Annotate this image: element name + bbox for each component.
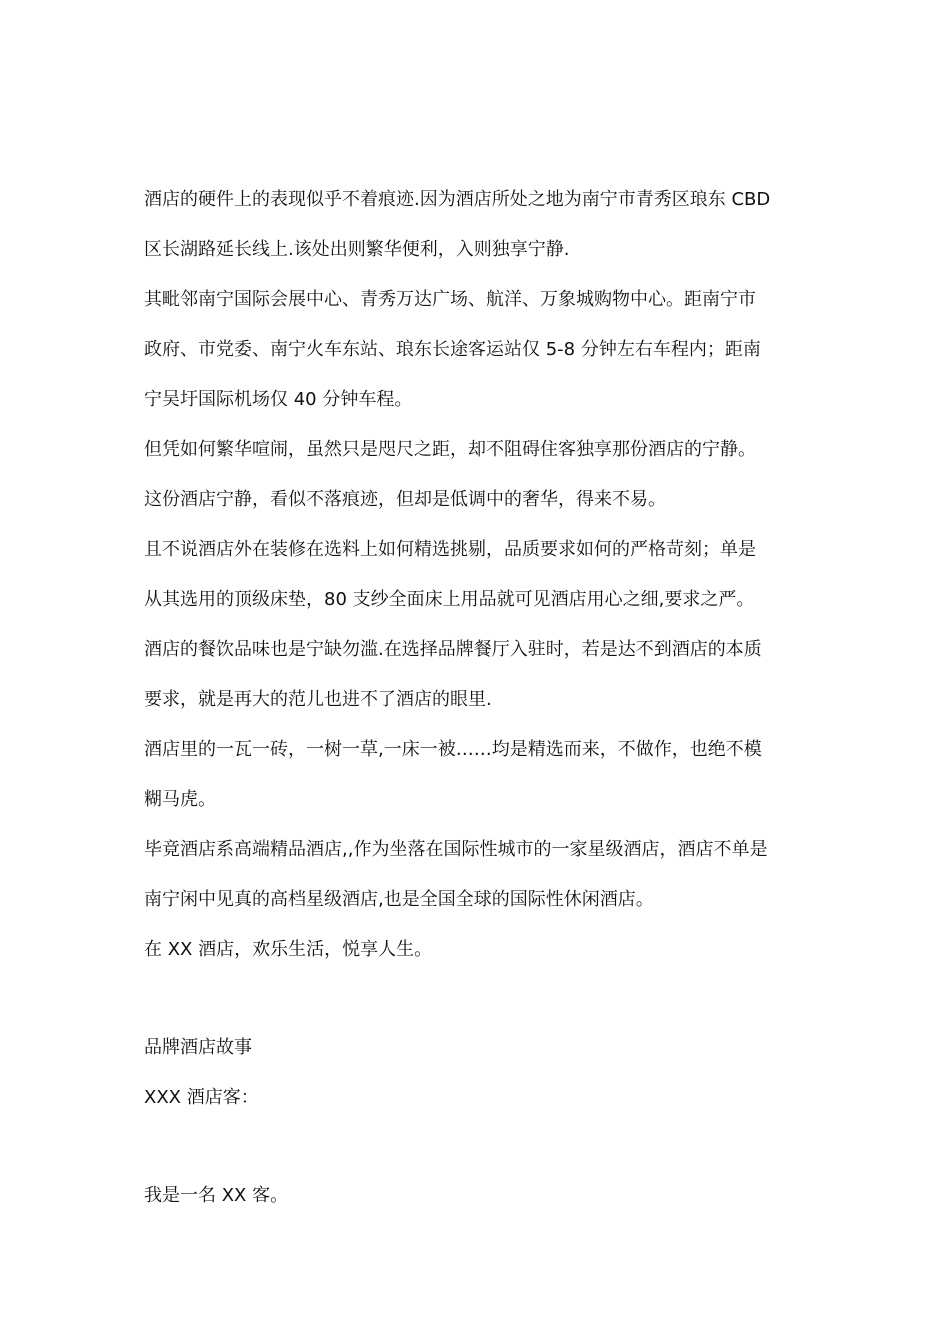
text-line: 其毗邻南宁国际会展中心、青秀万达广场、航洋、万象城购物中心。距南宁市	[144, 289, 756, 310]
story-title: 品牌酒店故事	[144, 1037, 252, 1058]
text-line: 但凭如何繁华喧闹，虽然只是咫尺之距，却不阻碍住客独享那份酒店的宁静。	[144, 439, 756, 460]
text-line: 酒店的硬件上的表现似乎不着痕迹.因为酒店所处之地为南宁市青秀区琅东 CBD	[144, 189, 771, 210]
text-line: 糊马虎。	[144, 789, 216, 810]
text-line: 政府、市党委、南宁火车东站、琅东长途客运站仅 5-8 分钟左右车程内；距南	[144, 339, 761, 360]
spacer	[144, 975, 812, 1023]
text-line: 要求，就是再大的范儿也进不了酒店的眼里.	[144, 689, 492, 710]
spacer	[144, 1123, 812, 1171]
story-opening: 我是一名 XX 客。	[144, 1185, 289, 1206]
text-line: 在 XX 酒店，欢乐生活，悦享人生。	[144, 939, 433, 960]
text-line: 毕竟酒店系高端精品酒店,,作为坐落在国际性城市的一家星级酒店，酒店不单是	[144, 839, 768, 860]
text-line: 酒店里的一瓦一砖，一树一草,一床一被……均是精选而来，不做作，也绝不模	[144, 739, 762, 760]
document-body	[144, 175, 812, 1221]
text-line: 酒店的餐饮品味也是宁缺勿滥.在选择品牌餐厅入驻时，若是达不到酒店的本质	[144, 639, 762, 660]
text-line: 且不说酒店外在装修在选料上如何精选挑剔，品质要求如何的严格苛刻；单是	[144, 539, 756, 560]
text-line: 这份酒店宁静，看似不落痕迹，但却是低调中的奢华，得来不易。	[144, 489, 666, 510]
text-line: 区长湖路延长线上.该处出则繁华便利，入则独享宁静.	[144, 239, 570, 260]
text-line: 宁吴圩国际机场仅 40 分钟车程。	[144, 389, 413, 410]
story-salutation: XXX 酒店客：	[144, 1087, 259, 1108]
text-line: 南宁闲中见真的高档星级酒店,也是全国全球的国际性休闲酒店。	[144, 889, 654, 910]
text-line: 从其选用的顶级床垫，80 支纱全面床上用品就可见酒店用心之细,要求之严。	[144, 589, 755, 610]
